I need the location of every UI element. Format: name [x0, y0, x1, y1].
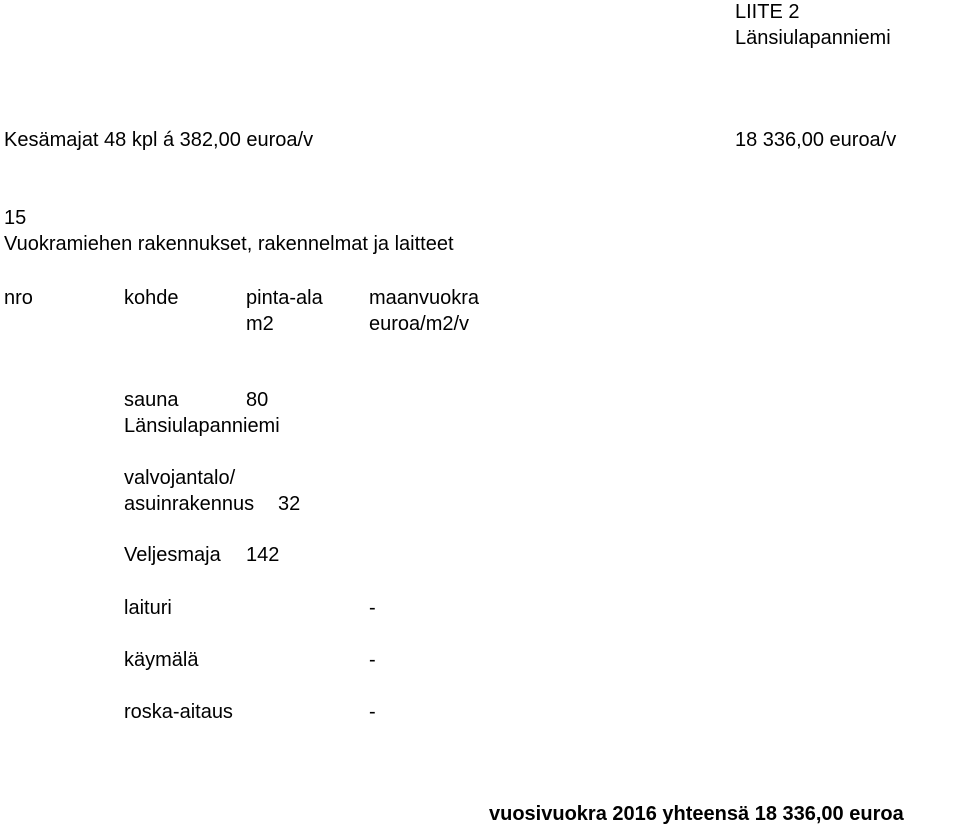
- row-kohde-line2: Länsiulapanniemi: [124, 415, 280, 437]
- row-pinta-ala: 32: [278, 493, 301, 515]
- row-maanvuokra: -: [369, 597, 376, 619]
- row-kohde: valvojantalo/: [124, 467, 236, 489]
- location-label: Länsiulapanniemi: [735, 27, 891, 49]
- row-maanvuokra: -: [369, 649, 376, 671]
- header-pinta-ala-unit: m2: [246, 313, 274, 335]
- row-pinta-ala: 142: [246, 544, 280, 566]
- summer-cottages-total: 18 336,00 euroa/v: [735, 129, 897, 151]
- section-title: Vuokramiehen rakennukset, rakennelmat ja laitteet: [4, 233, 454, 255]
- annual-rent-total: vuosivuokra 2016 yhteensä 18 336,00 euroa: [489, 803, 904, 825]
- header-pinta-ala: pinta-ala: [246, 287, 323, 309]
- header-kohde: kohde: [124, 287, 179, 309]
- row-kohde: roska-aitaus: [124, 701, 233, 723]
- header-nro: nro: [4, 287, 33, 309]
- row-maanvuokra: -: [369, 701, 376, 723]
- header-maanvuokra: maanvuokra: [369, 287, 480, 309]
- row-kohde: sauna: [124, 389, 179, 411]
- row-kohde-line2: asuinrakennus: [124, 493, 255, 515]
- section-number: 15: [4, 207, 27, 229]
- attachment-label: LIITE 2: [735, 1, 800, 23]
- row-kohde: käymälä: [124, 649, 199, 671]
- row-kohde: Veljesmaja: [124, 544, 221, 566]
- row-pinta-ala: 80: [246, 389, 269, 411]
- row-kohde: laituri: [124, 597, 172, 619]
- summer-cottages-description: Kesämajat 48 kpl á 382,00 euroa/v: [4, 129, 314, 151]
- header-maanvuokra-unit: euroa/m2/v: [369, 313, 470, 335]
